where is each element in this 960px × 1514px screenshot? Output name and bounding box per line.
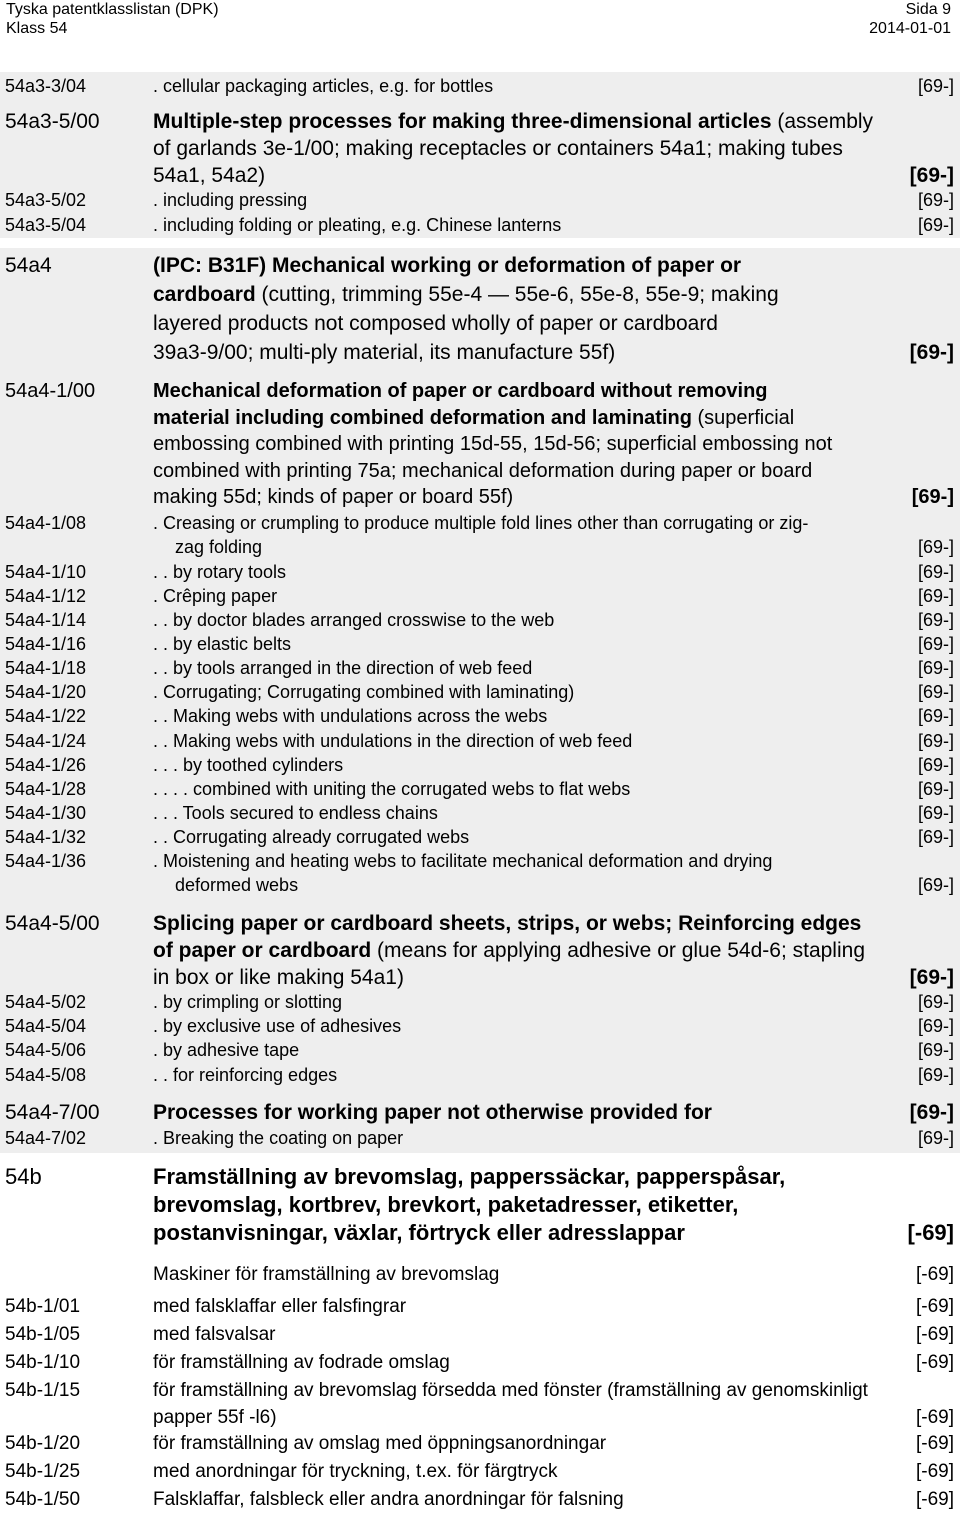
plain-text: embossing combined with printing 15d-55, 15d-56; superficial embossing not: [153, 433, 833, 455]
class-code: 54b: [5, 1164, 42, 1189]
plain-text: . by adhesive tape: [153, 1040, 300, 1060]
date-range-tag: [69-]: [917, 634, 954, 654]
class-description: [153, 680, 954, 704]
class-description: [153, 1321, 954, 1349]
class-description: [153, 910, 954, 991]
bold-heading-text: material including combined deformation and laminating: [153, 406, 692, 429]
class-description: [153, 213, 954, 237]
class-code: 54b-1/01: [5, 1296, 81, 1317]
class-code: 54a4-7/00: [5, 1101, 100, 1124]
description-line: [153, 484, 954, 511]
description-line: [153, 1430, 954, 1458]
description-line: [153, 251, 954, 280]
class-code: 54a4-1/30: [5, 803, 87, 823]
description-line: [153, 162, 954, 189]
description-line: [153, 1163, 954, 1191]
description-line: [153, 1486, 954, 1514]
date-range-tag: [69-]: [917, 992, 954, 1012]
date-range-tag: [69-]: [917, 706, 954, 726]
class-code: 54a4-7/02: [5, 1128, 87, 1148]
class-code: 54a3-5/00: [5, 110, 100, 133]
class-description: [153, 704, 954, 728]
class-label: Klass 54: [6, 20, 68, 37]
description-line: [153, 584, 954, 608]
date-range-tag: [-69]: [915, 1433, 954, 1454]
class-description: [153, 1262, 954, 1288]
class-description: [153, 560, 954, 584]
class-description: [153, 1099, 954, 1126]
plain-text: 39a3-9/00; multi-ply material, its manufacture 55f): [153, 341, 616, 364]
description-line: [153, 1126, 954, 1150]
description-line: [153, 704, 954, 728]
class-code: 54a4-1/18: [5, 658, 87, 678]
description-line: [153, 1321, 954, 1349]
plain-text: . . for reinforcing edges: [153, 1065, 338, 1085]
class-code: 54a4-1/26: [5, 755, 87, 775]
plain-text: . . . . combined with uniting the corrugated webs to flat webs: [153, 779, 631, 799]
description-line: [153, 680, 954, 704]
plain-text: . cellular packaging articles, e.g. for bottles: [153, 76, 494, 96]
class-code: 54a4-1/28: [5, 779, 87, 799]
plain-text: papper 55f -l6): [153, 1407, 277, 1428]
page-header: [0, 0, 960, 44]
class-description: [153, 188, 954, 212]
plain-text: (means for applying adhesive or glue 54d-6; stapling: [371, 939, 866, 962]
date-range-tag: [69-]: [909, 966, 954, 989]
description-line: [153, 378, 954, 405]
bold-heading-text: Framställning av brevomslag, papperssäckar, papperspåsar,: [153, 1164, 786, 1189]
plain-text: 54a1, 54a2): [153, 164, 266, 187]
class-code: 54a4-5/04: [5, 1016, 87, 1036]
date-range-tag: [69-]: [917, 562, 954, 582]
description-line: [153, 511, 954, 535]
plain-text: . Corrugating; Corrugating combined with laminating): [153, 682, 575, 702]
plain-text: Maskiner för framställning av brevomslag: [153, 1264, 500, 1285]
plain-text: . including folding or pleating, e.g. Chinese lanterns: [153, 215, 562, 235]
class-description: [153, 777, 954, 801]
date-range-tag: [69-]: [911, 486, 954, 508]
bold-heading-text: Multiple-step processes for making three-dimensional articles: [153, 110, 772, 133]
class-description: [153, 849, 954, 897]
bold-heading-text: cardboard: [153, 283, 256, 306]
class-code: 54a4-1/08: [5, 513, 87, 533]
bold-heading-text: brevomslag, kortbrev, brevkort, paketadresser, etiketter,: [153, 1192, 739, 1217]
class-code: 54b-1/25: [5, 1461, 81, 1482]
class-description: [153, 1377, 954, 1431]
description-line: [153, 656, 954, 680]
bold-heading-text: (IPC: B31F) Mechanical working or deformation of paper or: [153, 254, 742, 277]
class-code: 54a4-1/16: [5, 634, 87, 654]
description-line: [153, 1191, 954, 1219]
description-line: [153, 405, 954, 432]
date-range-tag: [69-]: [917, 586, 954, 606]
date-range-tag: [69-]: [917, 658, 954, 678]
description-line: [153, 990, 954, 1014]
description-line: [153, 135, 954, 162]
description-line: [153, 777, 954, 801]
date-range-tag: [69-]: [917, 827, 954, 847]
class-code: 54a4-1/22: [5, 706, 87, 726]
description-line: [153, 1219, 954, 1247]
description-line: [153, 1038, 954, 1062]
class-description: [153, 1458, 954, 1486]
description-line: [153, 458, 954, 485]
class-description: [153, 608, 954, 632]
class-code: 54a4-1/32: [5, 827, 87, 847]
class-description: [153, 108, 954, 189]
description-line: [153, 213, 954, 237]
class-code: 54a4-1/00: [5, 380, 96, 402]
class-code: 54a4-1/14: [5, 610, 87, 630]
plain-text: . Crêping paper: [153, 586, 278, 606]
plain-text: making 55d; kinds of paper or board 55f): [153, 486, 514, 508]
class-code: 54a3-5/02: [5, 190, 87, 210]
plain-text: (assembly: [771, 110, 874, 133]
date-range-tag: [-69]: [915, 1407, 954, 1428]
plain-text: in box or like making 54a1): [153, 966, 404, 989]
plain-text: . . Making webs with undulations across the webs: [153, 706, 548, 726]
class-code: 54b-1/20: [5, 1433, 81, 1454]
plain-text: deformed webs: [175, 875, 299, 895]
class-description: [153, 1349, 954, 1377]
date-range-tag: [-69]: [915, 1489, 954, 1510]
date-range-tag: [69-]: [917, 731, 954, 751]
class-code: 54a3-3/04: [5, 76, 87, 96]
description-line: [153, 1293, 954, 1321]
class-code: 54a4-5/02: [5, 992, 87, 1012]
class-code: 54a4-1/12: [5, 586, 87, 606]
plain-text: . . by tools arranged in the direction of web feed: [153, 658, 533, 678]
plain-text: med falsklaffar eller falsfingrar: [153, 1296, 407, 1317]
date-range-tag: [69-]: [917, 682, 954, 702]
class-description: [153, 729, 954, 753]
class-code: 54a4: [5, 254, 52, 277]
plain-text: . . by elastic belts: [153, 634, 292, 654]
page-number: Sida 9: [905, 1, 951, 18]
class-description: [153, 1430, 954, 1458]
description-line: [153, 74, 954, 98]
plain-text: combined with printing 75a; mechanical deformation during paper or board: [153, 459, 813, 482]
description-line: [153, 801, 954, 825]
description-line: [153, 108, 954, 135]
class-code: 54a4-1/36: [5, 851, 87, 871]
class-description: [153, 753, 954, 777]
class-code: 54b-1/15: [5, 1380, 81, 1401]
class-description: [153, 1486, 954, 1514]
description-line: [153, 280, 954, 309]
class-code: 54a3-5/04: [5, 215, 87, 235]
date-range-tag: [69-]: [917, 779, 954, 799]
bold-heading-text: Splicing paper or cardboard sheets, strips, or webs; Reinforcing edges: [153, 912, 862, 935]
description-line: [153, 964, 954, 991]
description-line: [153, 825, 954, 849]
date-range-tag: [69-]: [917, 1128, 954, 1148]
date-range-tag: [69-]: [917, 610, 954, 630]
plain-text: of garlands 3e-1/00; making receptacles or containers 54a1; making tubes: [153, 137, 843, 160]
bold-heading-text: Processes for working paper not otherwise provided for: [153, 1101, 712, 1124]
plain-text: för framställning av omslag med öppningsanordningar: [153, 1433, 607, 1454]
class-code: 54a4-1/24: [5, 731, 87, 751]
plain-text: zag folding: [175, 537, 263, 557]
class-description: [153, 990, 954, 1014]
plain-text: . by exclusive use of adhesives: [153, 1016, 402, 1036]
description-line: [153, 1458, 954, 1486]
plain-text: . . . Tools secured to endless chains: [153, 803, 438, 823]
date-range-tag: [-69]: [915, 1296, 954, 1317]
class-description: [153, 632, 954, 656]
plain-text: . . . by toothed cylinders: [153, 755, 344, 775]
class-description: [153, 378, 954, 511]
date-range-tag: [69-]: [917, 1065, 954, 1085]
document-title: Tyska patentklasslistan (DPK): [6, 1, 219, 18]
class-code: 54a4-5/00: [5, 912, 100, 935]
description-line: [153, 1063, 954, 1087]
plain-text: . Breaking the coating on paper: [153, 1128, 404, 1148]
date-range-tag: [69-]: [917, 875, 954, 895]
plain-text: med falsvalsar: [153, 1324, 276, 1345]
class-code: 54a4-1/20: [5, 682, 87, 702]
date-range-tag: [69-]: [909, 341, 954, 364]
description-line: [153, 849, 954, 873]
description-line: [153, 560, 954, 584]
plain-text: . Moistening and heating webs to facilitate mechanical deformation and drying: [153, 851, 773, 871]
plain-text: . Creasing or crumpling to produce multiple fold lines other than corrugating or zig-: [153, 513, 809, 533]
class-description: [153, 251, 954, 367]
bold-heading-text: postanvisningar, växlar, förtryck eller adresslappar: [153, 1220, 685, 1245]
description-line: [153, 910, 954, 937]
plain-text: för framställning av fodrade omslag: [153, 1352, 450, 1373]
description-line: [153, 1404, 954, 1431]
date-range-tag: [69-]: [917, 537, 954, 557]
class-description: [153, 511, 954, 559]
class-code: 54b-1/10: [5, 1352, 81, 1373]
date-range-tag: [69-]: [917, 755, 954, 775]
plain-text: Falsklaffar, falsbleck eller andra anordningar för falsning: [153, 1489, 624, 1510]
description-line: [153, 729, 954, 753]
description-line: [153, 431, 954, 458]
class-code: 54a4-5/08: [5, 1065, 87, 1085]
class-description: [153, 801, 954, 825]
plain-text: . including pressing: [153, 190, 308, 210]
description-line: [153, 632, 954, 656]
date-range-tag: [69-]: [917, 1016, 954, 1036]
description-line: [153, 937, 954, 964]
description-line: [153, 535, 954, 559]
description-line: [153, 1099, 954, 1126]
plain-text: . . by rotary tools: [153, 562, 287, 582]
plain-text: (cutting, trimming 55e-4 ― 55e-6, 55e-8, 55e-9; making: [255, 283, 779, 306]
class-code: 54a4-5/06: [5, 1040, 87, 1060]
description-line: [153, 873, 954, 897]
bold-heading-text: of paper or cardboard: [153, 939, 372, 962]
date-range-tag: [-69]: [915, 1461, 954, 1482]
plain-text: layered products not composed wholly of paper or cardboard: [153, 312, 718, 335]
class-description: [153, 1293, 954, 1321]
class-description: [153, 584, 954, 608]
date-range-tag: [69-]: [917, 190, 954, 210]
description-line: [153, 338, 954, 367]
date-range-tag: [69-]: [917, 215, 954, 235]
class-code: 54b-1/50: [5, 1489, 81, 1510]
plain-text: (superficial: [691, 406, 795, 429]
date-range-tag: [69-]: [909, 1101, 954, 1124]
class-code: 54b-1/05: [5, 1324, 81, 1345]
plain-text: för framställning av brevomslag försedda med fönster (framställning av genomskinligt: [153, 1380, 868, 1401]
date-range-tag: [-69]: [907, 1220, 954, 1245]
bold-heading-text: Mechanical deformation of paper or cardboard without removing: [153, 380, 768, 402]
class-description: [153, 74, 954, 98]
date-range-tag: [-69]: [915, 1324, 954, 1345]
document-date: 2014-01-01: [869, 20, 951, 37]
date-range-tag: [-69]: [915, 1264, 954, 1285]
description-line: [153, 1349, 954, 1377]
description-line: [153, 608, 954, 632]
class-description: [153, 656, 954, 680]
date-range-tag: [69-]: [917, 803, 954, 823]
class-description: [153, 1163, 954, 1247]
date-range-tag: [-69]: [915, 1352, 954, 1373]
description-line: [153, 1262, 954, 1288]
class-code: 54a4-1/10: [5, 562, 87, 582]
description-line: [153, 1014, 954, 1038]
date-range-tag: [69-]: [917, 1040, 954, 1060]
description-line: [153, 753, 954, 777]
plain-text: . . Making webs with undulations in the direction of web feed: [153, 731, 633, 751]
description-line: [153, 1377, 954, 1404]
description-line: [153, 309, 954, 338]
plain-text: . . by doctor blades arranged crosswise to the web: [153, 610, 555, 630]
class-description: [153, 1014, 954, 1038]
class-description: [153, 825, 954, 849]
plain-text: . . Corrugating already corrugated webs: [153, 827, 470, 847]
plain-text: med anordningar för tryckning, t.ex. för färgtryck: [153, 1461, 558, 1482]
class-description: [153, 1126, 954, 1150]
description-line: [153, 188, 954, 212]
date-range-tag: [69-]: [909, 164, 954, 187]
class-description: [153, 1063, 954, 1087]
class-description: [153, 1038, 954, 1062]
plain-text: . by crimpling or slotting: [153, 992, 343, 1012]
date-range-tag: [69-]: [917, 76, 954, 96]
